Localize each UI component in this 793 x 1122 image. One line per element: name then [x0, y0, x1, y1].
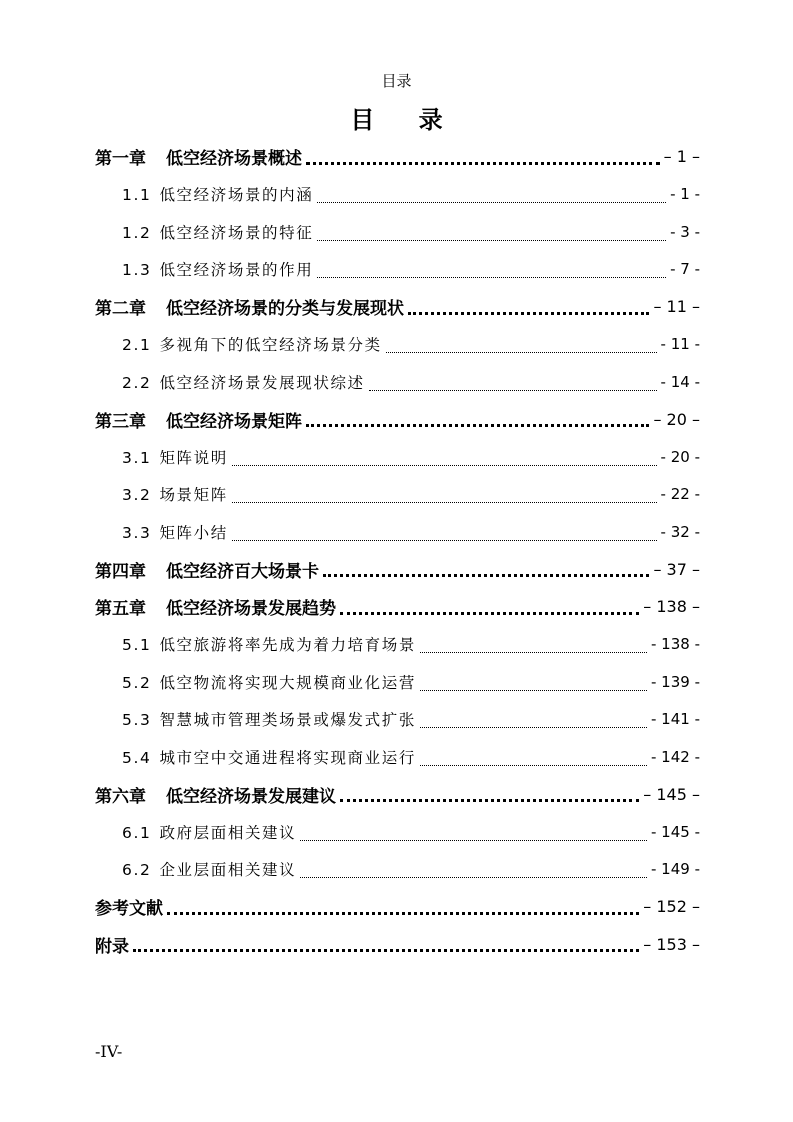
toc-entry-number: 第二章	[95, 299, 146, 320]
dot-leader	[317, 202, 666, 203]
toc-entry-number: 3.3	[122, 523, 152, 542]
dot-leader	[386, 352, 657, 353]
toc-entry-title: 低空经济场景发展建议	[166, 786, 336, 807]
toc-section-entry[interactable]	[95, 738, 700, 776]
toc-entry-page: – 153 –	[643, 934, 700, 954]
toc-entry-title: 场景矩阵	[159, 486, 228, 505]
toc-entry-number: 2.1	[122, 336, 152, 355]
dot-leader	[323, 574, 649, 577]
toc-entry-title: 城市空中交通进程将实现商业运行	[159, 748, 416, 767]
toc-entry-title: 低空经济场景概述	[166, 149, 302, 170]
toc-entry-page: - 1 -	[670, 185, 700, 204]
toc-entry-page: - 20 -	[660, 447, 700, 466]
toc-entry-text	[122, 446, 228, 468]
dot-leader	[317, 277, 666, 278]
toc-entry-number: 6.2	[122, 861, 152, 880]
toc-entry-number: 5.1	[122, 636, 152, 655]
toc-chapter-entry[interactable]	[95, 776, 700, 814]
dot-leader	[369, 390, 657, 391]
toc-entry-text	[95, 557, 319, 582]
toc-entry-number: 3.1	[122, 448, 152, 467]
toc-section-entry[interactable]	[95, 176, 700, 214]
dot-leader	[420, 690, 647, 691]
toc-entry-text	[95, 932, 129, 957]
dot-leader	[420, 652, 647, 653]
toc-section-entry[interactable]	[95, 213, 700, 251]
toc-entry-page: – 20 –	[653, 409, 700, 429]
toc-entry-page: - 142 -	[651, 747, 700, 766]
toc-entry-page: - 22 -	[660, 485, 700, 504]
toc-entry-title: 多视角下的低空经济场景分类	[159, 336, 382, 355]
toc-section-entry[interactable]	[95, 251, 700, 289]
dot-leader	[420, 765, 647, 766]
toc-entry-text	[122, 183, 313, 205]
toc-entry-page: - 141 -	[651, 710, 700, 729]
toc-entry-title: 参考文献	[95, 899, 163, 920]
toc-section-entry[interactable]	[95, 813, 700, 851]
toc-entry-title: 低空经济场景发展趋势	[166, 599, 336, 620]
table-of-contents	[95, 138, 700, 963]
toc-chapter-entry[interactable]	[95, 926, 700, 964]
toc-entry-text	[95, 782, 336, 807]
dot-leader	[232, 540, 657, 541]
dot-leader	[420, 727, 647, 728]
toc-entry-number: 3.2	[122, 486, 152, 505]
toc-entry-number: 5.4	[122, 748, 152, 767]
toc-entry-page: - 145 -	[651, 822, 700, 841]
toc-entry-title: 低空经济场景的作用	[159, 261, 314, 280]
toc-section-entry[interactable]	[95, 701, 700, 739]
toc-section-entry[interactable]	[95, 851, 700, 889]
running-header: 目录	[381, 72, 412, 90]
toc-entry-text	[122, 821, 296, 843]
toc-chapter-entry[interactable]	[95, 401, 700, 439]
toc-section-entry[interactable]	[95, 626, 700, 664]
toc-section-entry[interactable]	[95, 476, 700, 514]
toc-entry-page: - 139 -	[651, 672, 700, 691]
toc-entry-text	[95, 294, 404, 319]
toc-entry-title: 政府层面相关建议	[159, 823, 297, 842]
toc-entry-text	[122, 221, 313, 243]
toc-entry-page: - 11 -	[660, 335, 700, 354]
toc-entry-number: 2.2	[122, 373, 152, 392]
toc-entry-page: - 138 -	[651, 635, 700, 654]
toc-entry-number: 第五章	[95, 599, 146, 620]
toc-chapter-entry[interactable]	[95, 138, 700, 176]
toc-entry-number: 1.2	[122, 223, 152, 242]
toc-entry-page: - 32 -	[660, 522, 700, 541]
toc-section-entry[interactable]	[95, 438, 700, 476]
toc-entry-text	[95, 144, 302, 169]
toc-entry-text	[122, 258, 313, 280]
toc-entry-text	[122, 858, 296, 880]
toc-entry-page: - 149 -	[651, 860, 700, 879]
toc-entry-title: 低空旅游将率先成为着力培育场景	[159, 636, 416, 655]
toc-entry-page: – 145 –	[643, 784, 700, 804]
toc-entry-number: 5.2	[122, 673, 152, 692]
toc-entry-number: 第六章	[95, 786, 146, 807]
dot-leader	[340, 799, 639, 802]
toc-chapter-entry[interactable]	[95, 888, 700, 926]
page-number-footer: -IV-	[95, 1042, 123, 1061]
toc-entry-title: 附录	[95, 936, 129, 957]
toc-entry-text	[95, 407, 302, 432]
toc-section-entry[interactable]	[95, 326, 700, 364]
dot-leader	[300, 840, 647, 841]
toc-entry-title: 低空物流将实现大规模商业化运营	[159, 673, 416, 692]
page-title: 目 录	[350, 105, 461, 134]
toc-entry-page: – 37 –	[653, 559, 700, 579]
toc-entry-text	[95, 894, 163, 919]
toc-entry-page: – 11 –	[653, 297, 700, 317]
toc-entry-title: 智慧城市管理类场景或爆发式扩张	[159, 711, 416, 730]
toc-entry-title: 低空经济场景的分类与发展现状	[166, 299, 404, 320]
toc-entry-title: 企业层面相关建议	[159, 861, 297, 880]
toc-entry-text	[122, 633, 416, 655]
dot-leader	[408, 312, 649, 315]
toc-entry-title: 矩阵说明	[159, 448, 228, 467]
toc-chapter-entry[interactable]	[95, 551, 700, 589]
dot-leader	[232, 502, 657, 503]
toc-section-entry[interactable]	[95, 513, 700, 551]
toc-entry-title: 低空经济场景的内涵	[159, 186, 314, 205]
toc-entry-number: 第四章	[95, 561, 146, 582]
toc-entry-number: 第一章	[95, 149, 146, 170]
toc-entry-number: 5.3	[122, 711, 152, 730]
toc-entry-text	[122, 746, 416, 768]
toc-entry-text	[122, 521, 228, 543]
toc-entry-page: – 1 –	[663, 147, 700, 167]
dot-leader	[167, 912, 639, 915]
dot-leader	[306, 424, 649, 427]
dot-leader	[317, 240, 666, 241]
toc-entry-page: - 7 -	[670, 260, 700, 279]
toc-section-entry[interactable]	[95, 663, 700, 701]
toc-entry-text	[122, 671, 416, 693]
toc-entry-title: 低空经济场景的特征	[159, 223, 314, 242]
toc-entry-text	[122, 333, 382, 355]
toc-entry-number: 6.1	[122, 823, 152, 842]
toc-entry-text	[122, 483, 228, 505]
toc-entry-title: 低空经济百大场景卡	[166, 561, 319, 582]
toc-entry-page: – 152 –	[643, 897, 700, 917]
toc-entry-number: 1.1	[122, 186, 152, 205]
toc-entry-title: 低空经济场景矩阵	[166, 411, 302, 432]
dot-leader	[300, 877, 647, 878]
dot-leader	[133, 949, 639, 952]
toc-entry-title: 低空经济场景发展现状综述	[159, 373, 365, 392]
toc-entry-text	[122, 371, 365, 393]
toc-chapter-entry[interactable]	[95, 288, 700, 326]
toc-chapter-entry[interactable]	[95, 588, 700, 626]
toc-entry-number: 1.3	[122, 261, 152, 280]
toc-entry-text	[122, 708, 416, 730]
toc-entry-title: 矩阵小结	[159, 523, 228, 542]
dot-leader	[340, 612, 639, 615]
toc-entry-text	[95, 594, 336, 619]
toc-section-entry[interactable]	[95, 363, 700, 401]
toc-entry-number: 第三章	[95, 411, 146, 432]
dot-leader	[232, 465, 657, 466]
toc-entry-page: - 3 -	[670, 222, 700, 241]
toc-entry-page: - 14 -	[660, 372, 700, 391]
toc-entry-page: – 138 –	[643, 597, 700, 617]
dot-leader	[306, 162, 660, 165]
